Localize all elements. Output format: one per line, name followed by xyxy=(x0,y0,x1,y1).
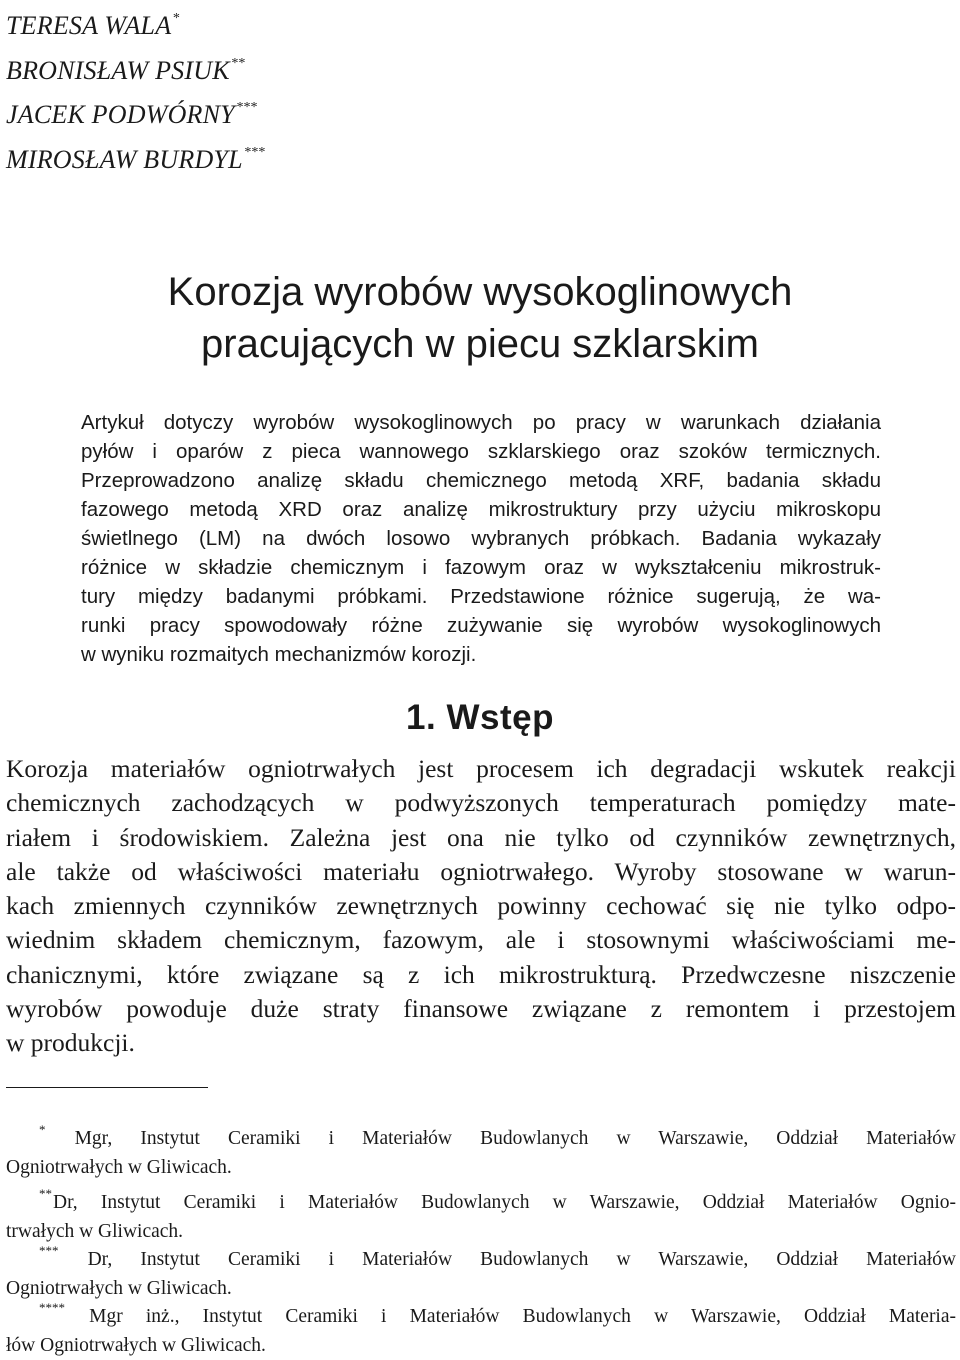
footnote-4 xyxy=(6,1294,956,1360)
abstract-line: pyłów i oparów z pieca wannowego szklarskiego oraz szoków termicznych. xyxy=(81,437,881,466)
footnote-text: Mgr inż., Instytut Ceramiki i Materiałów Budowlanych w Warszawie, Oddział Materia- xyxy=(89,1306,956,1327)
footnote-mark: ** xyxy=(231,56,245,71)
footnote-mark: * xyxy=(172,11,179,26)
footnote-1 xyxy=(6,1116,956,1182)
body-line: chemicznych zachodzących w podwyższonych temperaturach pomiędzy mate- xyxy=(6,786,956,820)
footnote-line: Ogniotrwałych w Gliwicach. xyxy=(6,1154,956,1183)
author-name: MIROSŁAW BURDYL xyxy=(6,145,243,174)
footnote-divider xyxy=(6,1087,208,1088)
abstract-line: fazowego metodą XRD oraz analizę mikrostruktury przy użyciu mikroskopu xyxy=(81,495,881,524)
author-1 xyxy=(6,0,265,45)
footnote-mark: ** xyxy=(39,1186,52,1201)
abstract-line: w wyniku rozmaitych mechanizmów korozji. xyxy=(81,640,881,669)
body-line: Korozja materiałów ogniotrwałych jest procesem ich degradacji wskutek reakcji xyxy=(6,752,956,786)
body-line: kach zmiennych czynników zewnętrznych powinny cechować się nie tylko odpo- xyxy=(6,889,956,923)
footnote-mark: * xyxy=(39,1122,46,1137)
footnote-mark: *** xyxy=(39,1243,59,1258)
footnote-mark: *** xyxy=(236,100,257,115)
body-line: w produkcji. xyxy=(6,1026,956,1060)
footnote-line: trwałych w Gliwicach. xyxy=(6,1218,956,1247)
footnote-line: łów Ogniotrwałych w Gliwicach. xyxy=(6,1332,956,1360)
author-name: TERESA WALA xyxy=(6,11,171,40)
footnote-mark: **** xyxy=(39,1300,65,1315)
author-4 xyxy=(6,134,265,179)
author-name: BRONISŁAW PSIUK xyxy=(6,56,230,85)
abstract-line: runki pracy spowodowały różne zużywanie się wyrobów wysokoglinowych xyxy=(81,611,881,640)
abstract-line: różnice w składzie chemicznym i fazowym oraz w wykształceniu mikrostruk- xyxy=(81,553,881,582)
abstract-line: świetlnego (LM) na dwóch losowo wybranych próbkach. Badania wykazały xyxy=(81,524,881,553)
body-line: ale także od właściwości materiału ogniotrwałego. Wyroby stosowane w warun- xyxy=(6,855,956,889)
footnote-text: Mgr, Instytut Ceramiki i Materiałów Budowlanych w Warszawie, Oddział Materiałów xyxy=(75,1128,956,1149)
author-3 xyxy=(6,89,265,134)
article-title xyxy=(0,266,960,370)
author-2 xyxy=(6,45,265,90)
footnote-line xyxy=(6,1180,956,1218)
footnote-line xyxy=(6,1237,956,1275)
body-line: wyrobów powoduje duże straty finansowe związane z remontem i przestojem xyxy=(6,992,956,1026)
title-line-1: Korozja wyrobów wysokoglinowych xyxy=(0,266,960,318)
body-line: chanicznymi, które związane są z ich mikrostrukturą. Przedwczesne niszczenie xyxy=(6,958,956,992)
footnote-text: Dr, Instytut Ceramiki i Materiałów Budowlanych w Warszawie, Oddział Materiałów xyxy=(88,1249,956,1270)
body-line: wiednim składem chemicznym, fazowym, ale i stosownymi właściwościami me- xyxy=(6,923,956,957)
abstract-line: tury między badanymi próbkami. Przedstawione różnice sugerują, że wa- xyxy=(81,582,881,611)
title-line-2: pracujących w piecu szklarskim xyxy=(0,318,960,370)
section-body xyxy=(6,752,956,1061)
footnote-line: Ogniotrwałych w Gliwicach. xyxy=(6,1275,956,1304)
author-list xyxy=(6,0,265,178)
footnote-text: Dr, Instytut Ceramiki i Materiałów Budowlanych w Warszawie, Oddział Materiałów Ognio- xyxy=(53,1192,956,1213)
footnote-line xyxy=(6,1294,956,1332)
abstract xyxy=(81,408,881,669)
author-name: JACEK PODWÓRNY xyxy=(6,100,235,129)
abstract-line: Przeprowadzono analizę składu chemicznego metodą XRF, badania składu xyxy=(81,466,881,495)
body-line: riałem i środowiskiem. Zależna jest ona nie tylko od czynników zewnętrznych, xyxy=(6,821,956,855)
section-heading: 1. Wstęp xyxy=(0,696,960,740)
footnote-line xyxy=(6,1116,956,1154)
abstract-line: Artykuł dotyczy wyrobów wysokoglinowych po pracy w warunkach działania xyxy=(81,408,881,437)
footnote-mark: *** xyxy=(244,145,265,160)
